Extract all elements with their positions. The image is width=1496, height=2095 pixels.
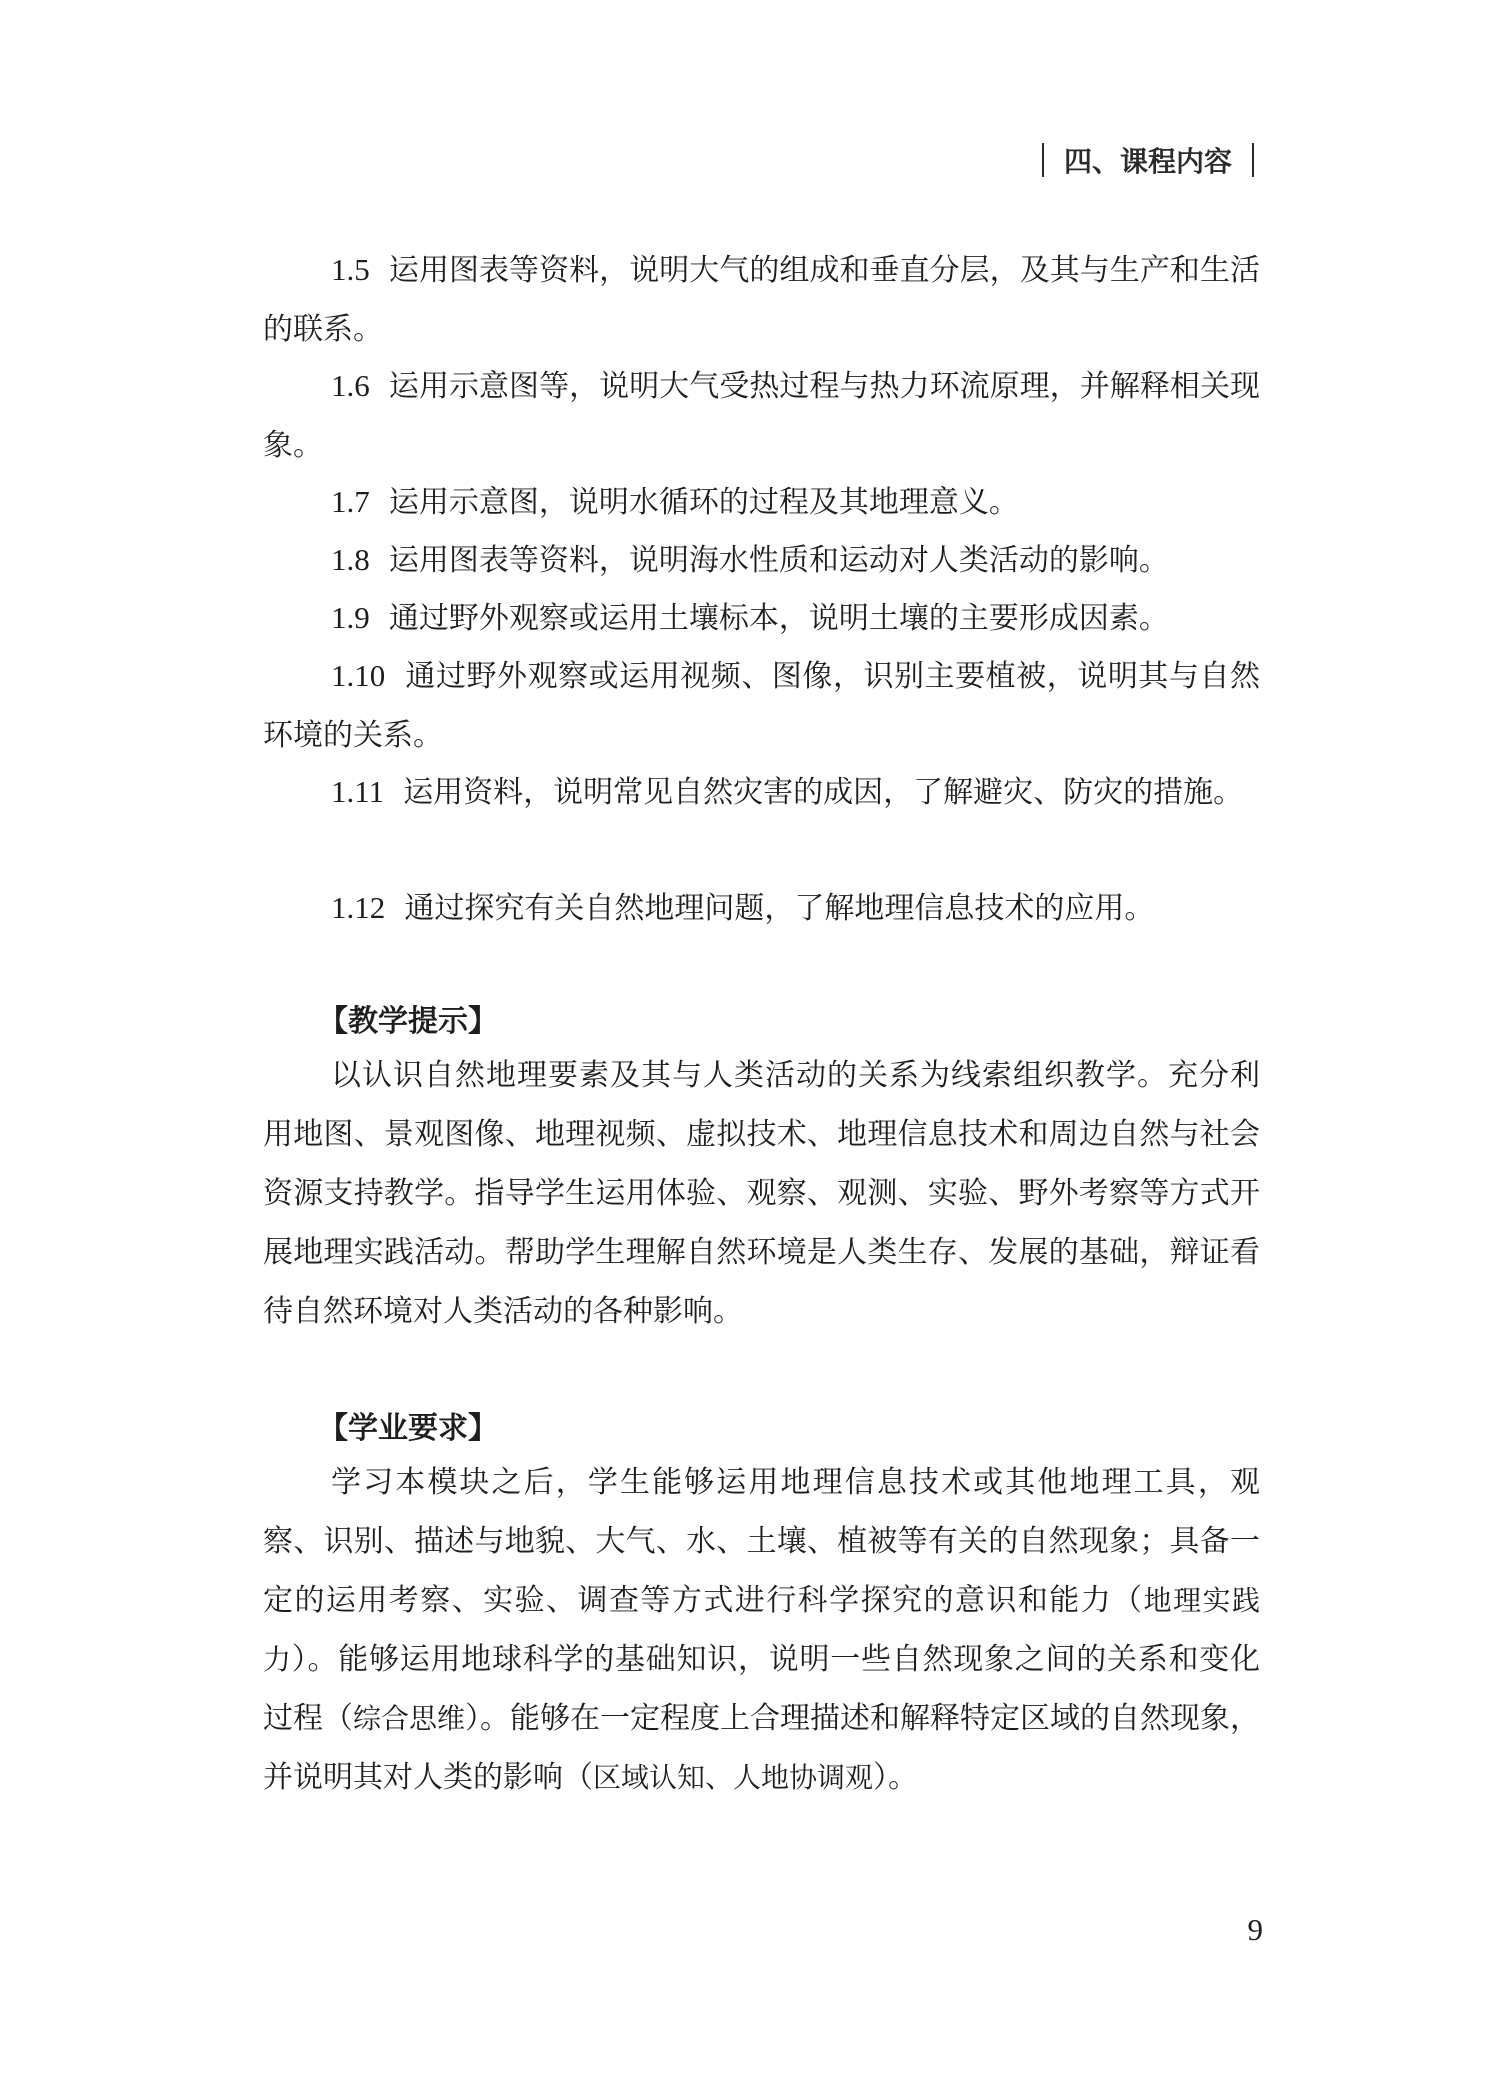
item-number: 1.6: [331, 368, 370, 403]
item-1-10: [263, 646, 1260, 765]
item-text: 运用示意图，说明水循环的过程及其地理意义。: [388, 485, 1019, 520]
academic-paragraph: [263, 1453, 1260, 1807]
item-number: 1.7: [331, 484, 370, 519]
item-number: 1.8: [331, 542, 370, 577]
item-1-6: [263, 356, 1260, 475]
running-header: [1022, 140, 1274, 180]
item-number: 1.9: [331, 600, 370, 635]
item-text: 运用示意图等，说明大气受热过程与热力环流原理，并解释相关现象。: [263, 369, 1260, 463]
item-text: 运用图表等资料，说明大气的组成和垂直分层，及其与生产和生活的联系。: [263, 253, 1260, 347]
item-1-8: [263, 530, 1260, 590]
item-text: 通过野外观察或运用视频、图像，识别主要植被，说明其与自然环境的关系。: [263, 659, 1260, 753]
header-right-rule: [1252, 143, 1254, 177]
competency-term: 地理实践力: [263, 1584, 1260, 1676]
item-number: 1.12: [331, 890, 386, 925]
item-1-11: [263, 762, 1260, 822]
academic-text-4: ）。: [873, 1760, 919, 1795]
academic-heading: 【学业要求】: [318, 1411, 498, 1446]
competency-term: 综合思维: [353, 1702, 466, 1735]
item-1-12: [263, 878, 1260, 938]
header-title: 四、课程内容: [1063, 145, 1232, 178]
competency-term: 区域认知、人地协调观: [593, 1761, 874, 1794]
item-text: 运用图表等资料，说明海水性质和运动对人类活动的影响。: [388, 543, 1169, 578]
item-text: 通过探究有关自然地理问题，了解地理信息技术的应用。: [404, 891, 1155, 926]
academic-text-3: ）。能够在一定程度上合理描述和解释特定区域的自然现象，并说明其对人类的影响（: [263, 1701, 1261, 1795]
item-1-5: [263, 240, 1260, 359]
item-number: 1.5: [331, 252, 370, 287]
teaching-paragraph: 以认识自然地理要素及其与人类活动的关系为线索组织教学。充分利用地图、景观图像、地理视频、虚拟技术、地理信息技术和周边自然与社会资源支持教学。指导学生运用体验、观察、观测、实验、野外考察等方式开展地理实践活动。帮助学生理解自然环境是人类生存、发展的基础，辩证看待自然环境对人类活动的各种影响。: [263, 1058, 1260, 1329]
item-1-7: [263, 472, 1260, 532]
header-left-rule: [1042, 143, 1044, 177]
teaching-heading: 【教学提示】: [318, 1004, 498, 1039]
item-text: 运用资料，说明常见自然灾害的成因，了解避灾、防灾的措施。: [403, 775, 1244, 810]
academic-text-2: ）。能够运用地球科学的基础知识，说明一些自然现象之间的关系和变化过程（: [263, 1642, 1260, 1736]
item-number: 1.10: [331, 658, 386, 693]
academic-text-1: 学习本模块之后，学生能够运用地理信息技术或其他地理工具，观察、识别、描述与地貌、大气、水、土壤、植被等有关的自然现象；具备一定的运用考察、实验、调查等方式进行科学探究的意识和能力（: [263, 1465, 1260, 1618]
item-number: 1.11: [331, 774, 385, 809]
item-text: 通过野外观察或运用土壤标本，说明土壤的主要形成因素。: [388, 601, 1169, 636]
item-1-9: [263, 588, 1260, 648]
page-number: 9: [1247, 1912, 1263, 1947]
